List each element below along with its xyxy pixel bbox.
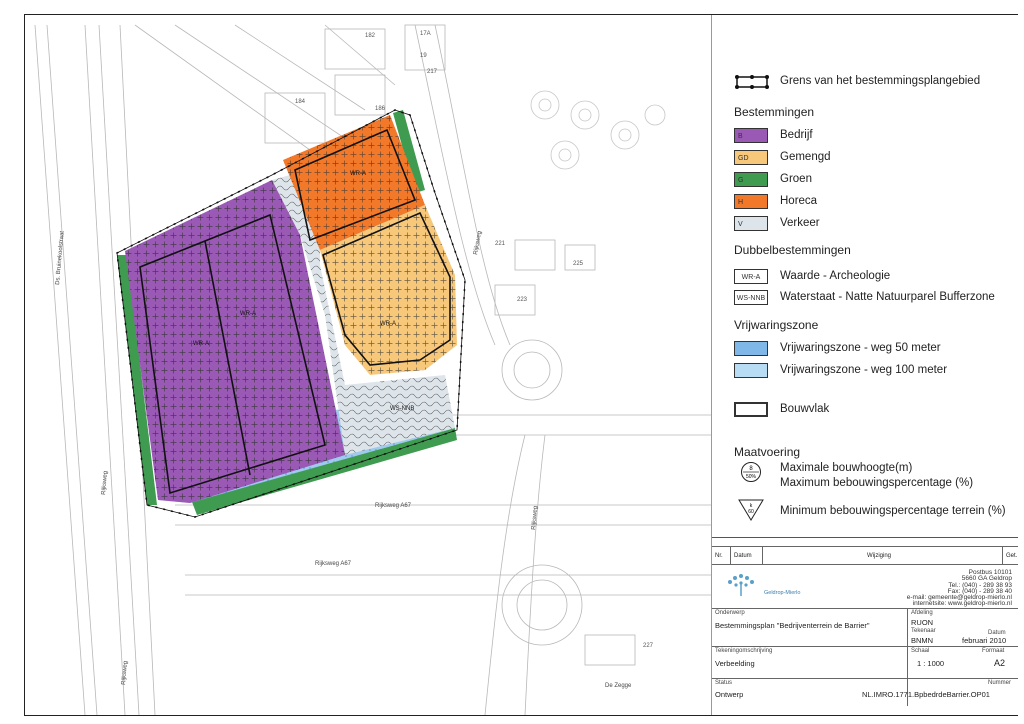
schaal-value: 1 : 1000 [917, 659, 945, 668]
zone-code-bedrijf-2: WR-A [240, 311, 256, 317]
max-height-symbol-bottom: 50% [745, 474, 757, 480]
legend-maatvoering-title: Maatvoering [734, 445, 801, 459]
legend-verkeer-label: Verkeer [780, 217, 820, 229]
road-label-west-top: Ds. Bruinekoolstraat [55, 230, 66, 286]
house-number: 19 [420, 53, 427, 59]
col-get: Get. [1006, 553, 1018, 559]
schaal-label: Schaal [911, 648, 930, 654]
col-wijziging: Wijziging [867, 553, 892, 559]
map-sheet [24, 14, 1018, 716]
house-number: 221 [495, 241, 506, 247]
tekenaar-label: Tekenaar [911, 628, 936, 634]
onderwerp-label: Onderwerp [715, 610, 745, 616]
formaat-value: A2 [994, 658, 1006, 668]
col-nr: Nr. [715, 553, 723, 559]
max-height-symbol-top: 8 [749, 466, 753, 472]
house-number: 217 [427, 69, 438, 75]
status-value: Ontwerp [715, 690, 744, 699]
col-datum: Datum [734, 553, 752, 559]
datum-label: Datum [988, 630, 1006, 636]
max-height-symbol-icon [740, 461, 762, 483]
legend-dubbel-title: Dubbelbestemmingen [734, 243, 851, 257]
legend-maat-1-line1: Maximale bouwhoogte(m) [780, 462, 913, 474]
afdeling-value: RUON [911, 618, 934, 627]
logo-text: Geldrop-Mierlo [764, 590, 801, 596]
zone-code-horeca: WR-A [350, 171, 366, 177]
legend-maat-2-label: Minimum bebouwingspercentage terrein (%) [780, 505, 1006, 517]
nummer-value: NL.IMRO.1771.BpbedrdeBarrier.OP01 [862, 690, 990, 699]
house-number: 17A [420, 31, 431, 37]
swatch-vrijwaring-50 [734, 341, 768, 356]
legend-vrijwaring-50-label: Vrijwaringszone - weg 50 meter [780, 342, 941, 354]
road-label-east: Rijksweg [473, 230, 484, 256]
address-line: e-mail: gemeente@geldrop-mierlo.nl [906, 594, 1012, 602]
legend-panel [711, 15, 1018, 715]
zone-code-bedrijf-1: WR-A [193, 341, 209, 347]
swatch-bouwvlak [734, 402, 768, 417]
afdeling-label: Afdeling [911, 610, 933, 616]
road-label-west-low: Rijksweg [121, 660, 130, 686]
address-line: Fax: (040) - 289 38 40 [947, 587, 1012, 595]
legend-bedrijf-label: Bedrijf [780, 129, 813, 141]
tekenaar-value: BNMN [911, 636, 934, 645]
swatch-groen: G [734, 172, 768, 187]
legend-gemengd-label: Gemengd [780, 151, 831, 163]
address-line: internetsite: www.geldrop-mierlo.nl [912, 600, 1012, 608]
house-number: 182 [365, 33, 376, 39]
zone-code-gemengd: WR-A [380, 321, 396, 327]
roundabouts-ne [531, 91, 665, 169]
address-line: Postbus 10101 [968, 569, 1012, 576]
road-label-a67-north: Rijksweg A67 [375, 503, 412, 509]
swatch-archeologie: WR-A [734, 269, 768, 284]
legend-bouwvlak-label: Bouwvlak [780, 403, 830, 415]
title-block [712, 537, 1018, 716]
legend-waterstaat-label: Waterstaat - Natte Natuurparel Bufferzone [780, 291, 995, 303]
min-percentage-symbol-icon [738, 499, 764, 521]
nummer-label: Nummer [988, 680, 1012, 686]
omschrijving-value: Verbeelding [715, 659, 755, 668]
legend-groen-label: Groen [780, 173, 812, 185]
house-number: 186 [375, 106, 386, 112]
boundary-symbol-icon [734, 73, 770, 91]
swatch-waterstaat: WS-NNB [734, 290, 768, 305]
road-label-west-mid: Rijksweg [101, 470, 110, 496]
address-block [907, 570, 1012, 608]
legend-horeca-label: Horeca [780, 195, 818, 207]
swatch-horeca: H [734, 194, 768, 209]
road-label-east-low: Rijksweg [531, 505, 540, 531]
house-number: 223 [517, 297, 528, 303]
municipality-logo-icon [722, 572, 762, 598]
house-number: 227 [643, 643, 654, 649]
swatch-bedrijf: B [734, 128, 768, 143]
legend-maat-1-line2: Maximum bebouwingspercentage (%) [780, 477, 974, 489]
swatch-gemengd: GD [734, 150, 768, 165]
zone-code-verkeer: WS-NNB [390, 406, 415, 412]
swatch-verkeer: V [734, 216, 768, 231]
road-label-a67-south: Rijksweg A67 [315, 561, 352, 567]
street-label-south: De Zegge [605, 683, 632, 689]
omschrijving-label: Tekeningomschrijving [715, 648, 773, 654]
onderwerp-value: Bestemmingsplan "Bedrijventerrein de Barrier" [715, 621, 870, 630]
legend-bestemmingen-title: Bestemmingen [734, 105, 815, 119]
legend-vrijwaring-100-label: Vrijwaringszone - weg 100 meter [780, 364, 948, 376]
legend-archeologie-label: Waarde - Archeologie [780, 270, 891, 282]
house-number: 184 [295, 99, 306, 105]
address-line: Tel.: (040) - 289 38 93 [948, 581, 1012, 589]
min-percentage-symbol-top: k [749, 503, 753, 509]
status-label: Status [715, 680, 733, 686]
legend-boundary-label: Grens van het bestemmingsplangebied [780, 75, 981, 87]
house-number: 225 [573, 261, 584, 267]
legend-vrijwaring-title: Vrijwaringszone [734, 318, 819, 332]
address-line: 5660 GA Geldrop [961, 575, 1012, 583]
map-canvas [25, 15, 711, 715]
datum-value: februari 2010 [962, 636, 1007, 645]
min-percentage-symbol-bottom: 60 [748, 509, 754, 515]
formaat-label: Formaat [982, 648, 1005, 654]
swatch-vrijwaring-100 [734, 363, 768, 378]
